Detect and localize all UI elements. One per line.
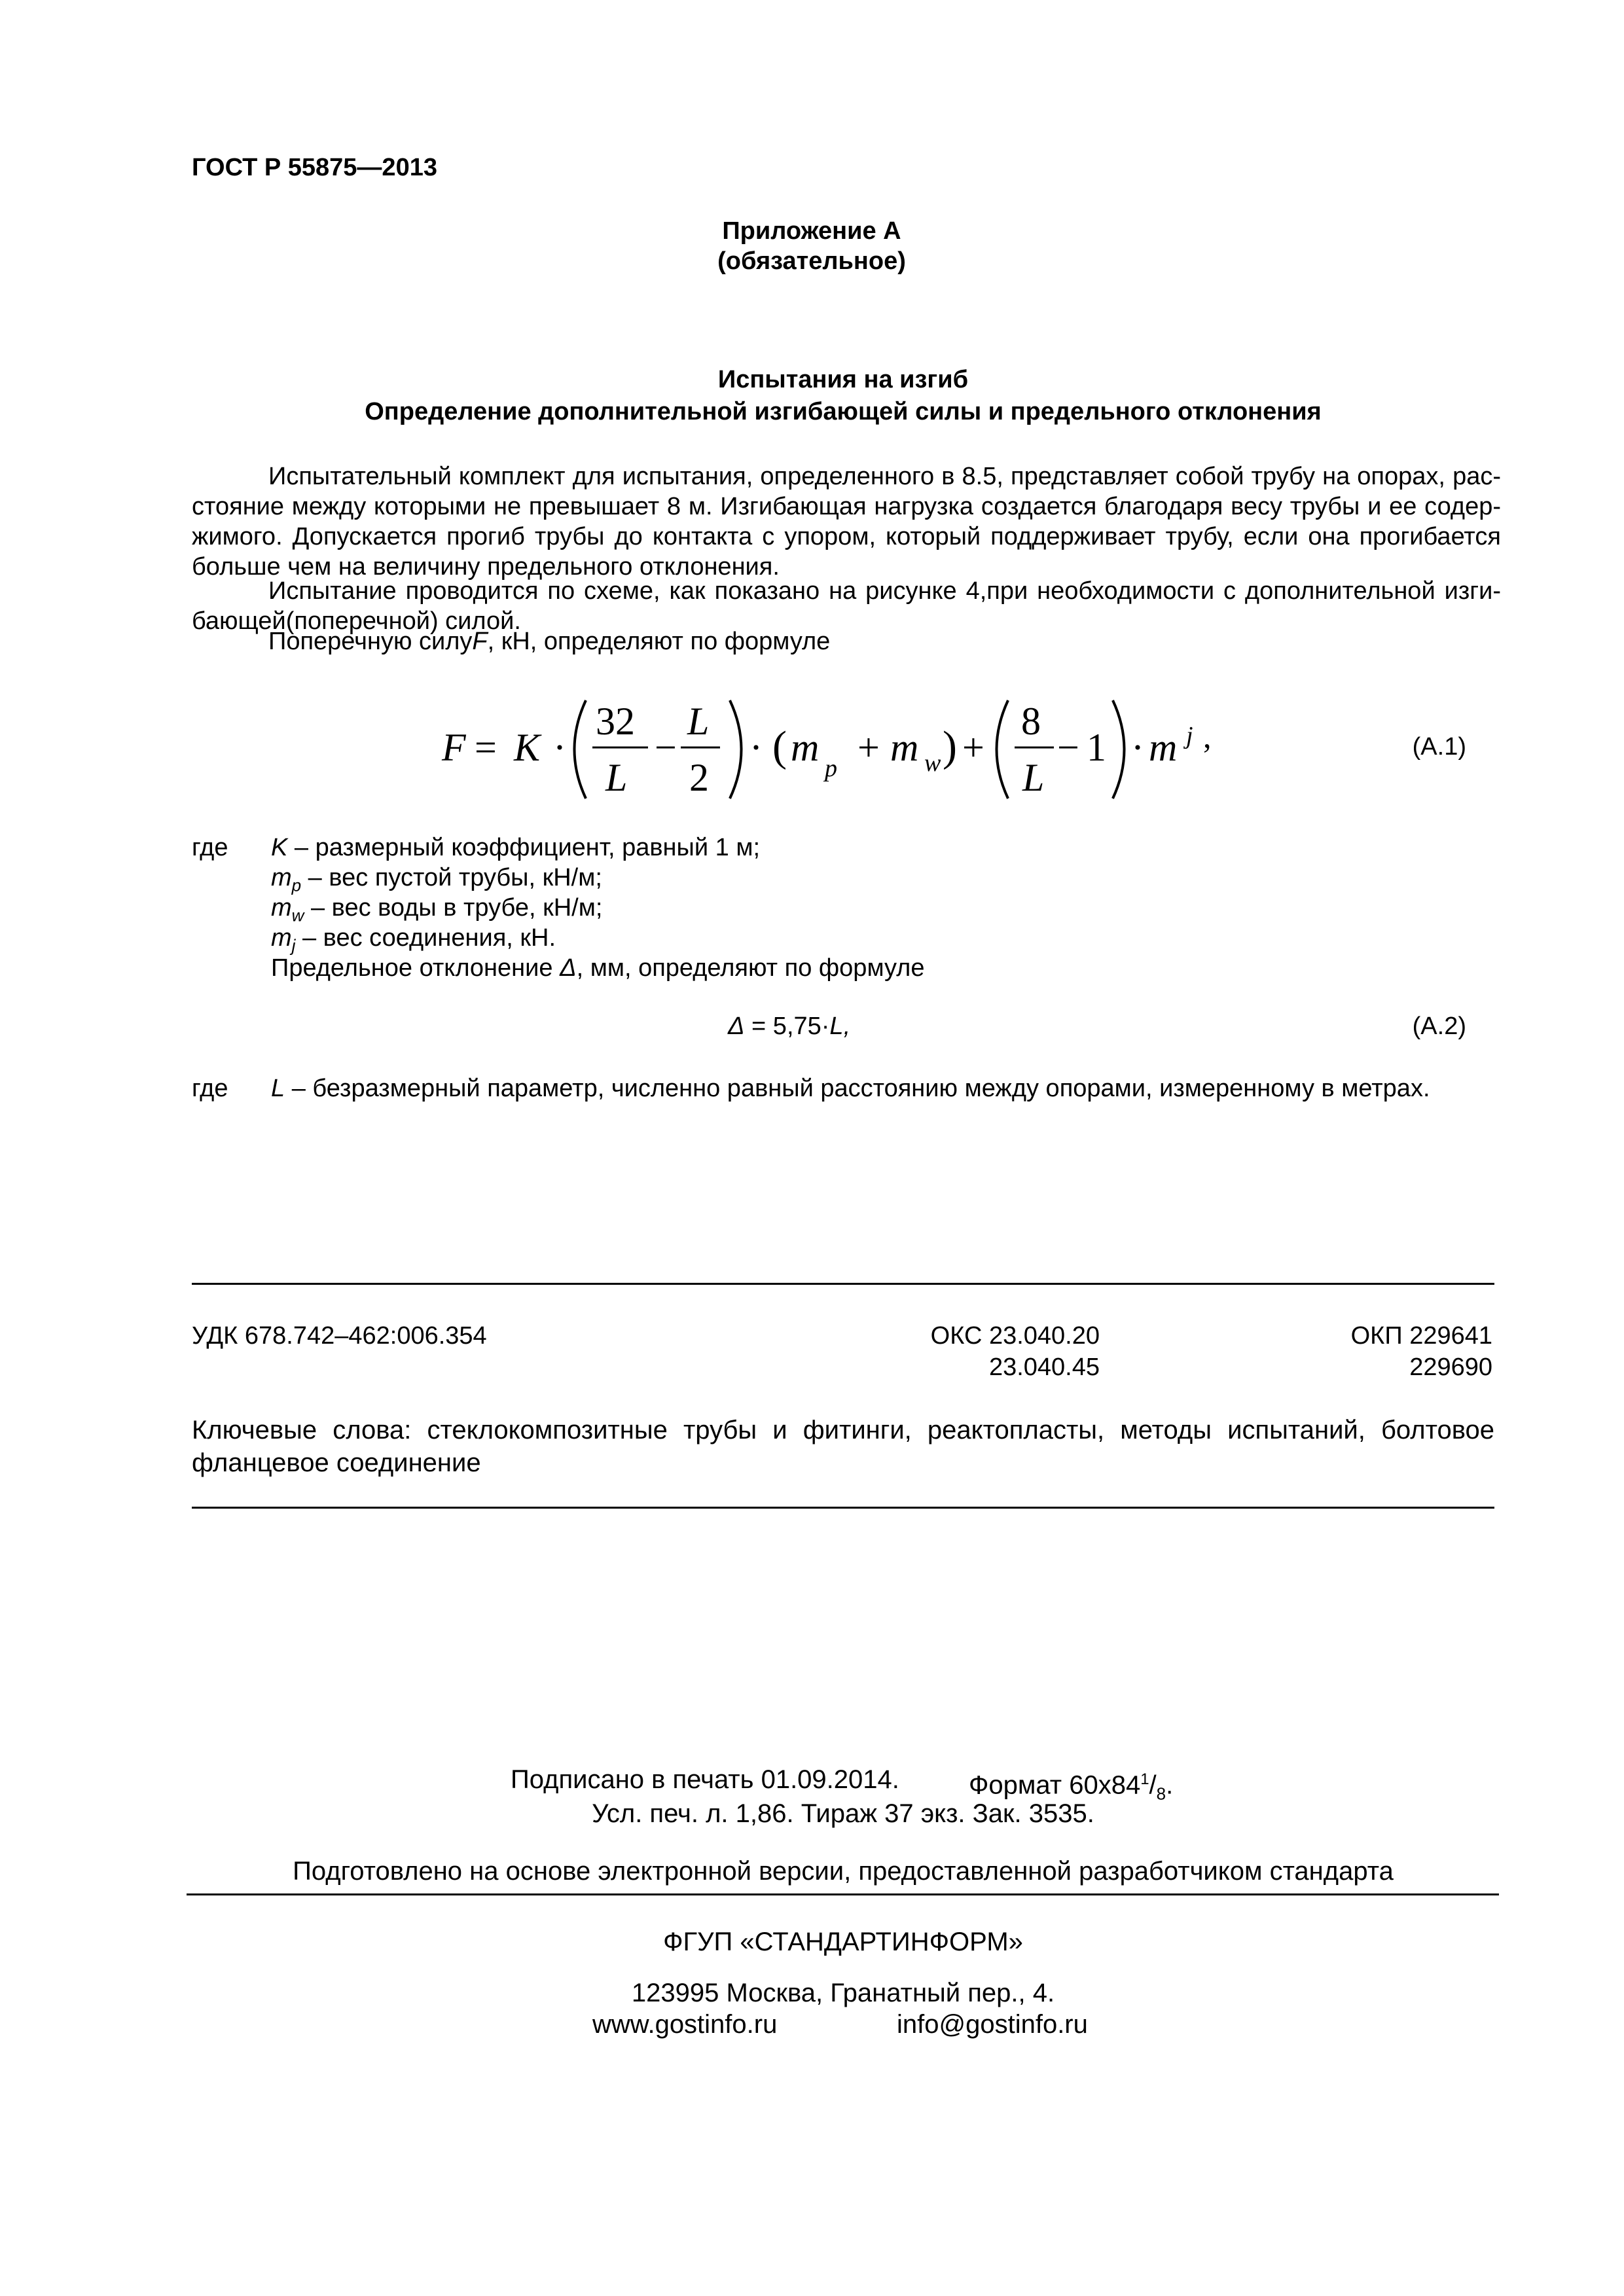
okp-code-2: 229690	[1409, 1354, 1492, 1381]
document-code: ГОСТ Р 55875—2013	[192, 154, 437, 181]
appendix-title: Приложение А	[722, 217, 901, 245]
formula-paren-close-2: )	[943, 723, 957, 770]
oks-code-1: ОКС 23.040.20	[930, 1322, 1100, 1350]
where-item-K: K – размерный коэффициент, равный 1 м;	[271, 834, 761, 861]
section-subtitle: Определение дополнительной изгибающей силы и предельного отклонения	[365, 398, 1322, 425]
publisher-address: 123995 Москва, Гранатный пер., 4.	[631, 1979, 1055, 2007]
formula-plus-1: +	[857, 726, 880, 769]
paragraph-3: Поперечную силуF, кН, определяют по формуле	[268, 628, 831, 655]
formula-a2: Δ = 5,75·L,	[728, 1013, 851, 1040]
formula-F: F	[442, 726, 466, 769]
formula-num-L: L	[687, 700, 710, 743]
formula-one: 1	[1087, 726, 1106, 769]
publisher-email[interactable]: info@gostinfo.ru	[897, 2010, 1088, 2039]
formula-dot-3: ·	[1131, 726, 1144, 769]
udk-code: УДК 678.742–462:006.354	[192, 1322, 487, 1350]
where-label-1: где	[192, 834, 228, 861]
where-label-2: где	[192, 1075, 228, 1102]
formula-sub-j: j	[1186, 722, 1193, 749]
formula-m-w: m	[890, 726, 919, 769]
oks-code-2: 23.040.45	[988, 1354, 1100, 1381]
formula-m-j: m	[1149, 726, 1178, 769]
formula-paren-close-1	[730, 700, 742, 798]
where-item-mw: $m_w$ – вес воды в трубе, кН/м;	[271, 894, 603, 925]
formula-a1	[432, 687, 1185, 812]
section-title: Испытания на изгиб	[717, 366, 969, 393]
formula-paren-open-1	[575, 700, 586, 798]
formula-trailing-comma: ,	[1203, 718, 1212, 755]
formula-num-32: 32	[596, 700, 635, 743]
rule-bottom	[192, 1507, 1494, 1509]
formula-a1-number: (А.1)	[1412, 733, 1466, 761]
imprint-line2: Усл. печ. л. 1,86. Тираж 37 экз. Зак. 3535.	[592, 1799, 1094, 1828]
formula-plus-2: +	[962, 726, 984, 769]
appendix-status: (обязательное)	[717, 247, 906, 275]
formula-paren-close-3	[1113, 700, 1125, 798]
imprint-format: Формат $60х84^1/_8$.	[969, 1770, 1174, 1804]
formula-den-L-1: L	[605, 756, 628, 799]
formula-minus-2: −	[1057, 726, 1079, 769]
formula-den-L-2: L	[1022, 756, 1045, 799]
formula-sub-w: w	[924, 749, 941, 777]
where-item-mp: $m_p$ – вес пустой трубы, кН/м;	[271, 864, 602, 895]
formula-m-p: m	[791, 726, 820, 769]
formula-paren-open-2: (	[772, 723, 787, 770]
formula-den-2: 2	[689, 756, 709, 799]
imprint-prepared: Подготовлено на основе электронной версии, предоставленной разработчиком стандарта	[293, 1857, 1394, 1886]
formula-minus-1: −	[655, 726, 677, 769]
publisher-name: ФГУП «СТАНДАРТИНФОРМ»	[663, 1928, 1023, 1956]
formula-paren-open-3	[997, 700, 1009, 798]
formula-dot-1: ·	[553, 726, 566, 769]
limit-deflection-text: Предельное отклонение Δ, мм, определяют по формуле	[271, 954, 925, 982]
imprint-signed: Подписано в печать 01.09.2014.	[511, 1765, 899, 1794]
formula-K: K	[514, 726, 541, 769]
keywords: Ключевые слова: стеклокомпозитные трубы и фитинги, реактопласты, методы испытаний, болтовое фланцевое соединение	[192, 1416, 1494, 1477]
formula-equals: =	[475, 726, 497, 769]
formula-a2-number: (А.2)	[1412, 1013, 1466, 1040]
rule-imprint	[187, 1893, 1499, 1895]
rule-top	[192, 1283, 1494, 1285]
formula-dot-2: ·	[749, 726, 763, 769]
okp-code-1: ОКП 229641	[1350, 1322, 1492, 1350]
formula-num-8: 8	[1021, 700, 1041, 743]
where-item-L: L – безразмерный параметр, численно равный расстоянию между опорами, измеренному в метрах.	[271, 1075, 1430, 1102]
formula-sub-p: p	[825, 755, 837, 782]
paragraph-2: Испытание проводится по схеме, как показано на рисунке 4,при необходимости с дополнительной изги-бающей(поперечной) силой.	[192, 577, 1501, 635]
publisher-website[interactable]: www.gostinfo.ru	[592, 2010, 778, 2039]
paragraph-1: Испытательный комплект для испытания, определенного в 8.5, представляет собой трубу на опорах, рас-стояние между которыми не превышает 8 м. Изгибающая нагрузка создается благодаря весу трубы и ее содер-жимого. Допускается прогиб трубы до контакта с упором, который поддерживает трубу, если она прогибается больше чем на величину предельного отклонения.	[192, 463, 1501, 581]
where-item-mj: $m_j$ – вес соединения, кН.	[271, 924, 556, 956]
